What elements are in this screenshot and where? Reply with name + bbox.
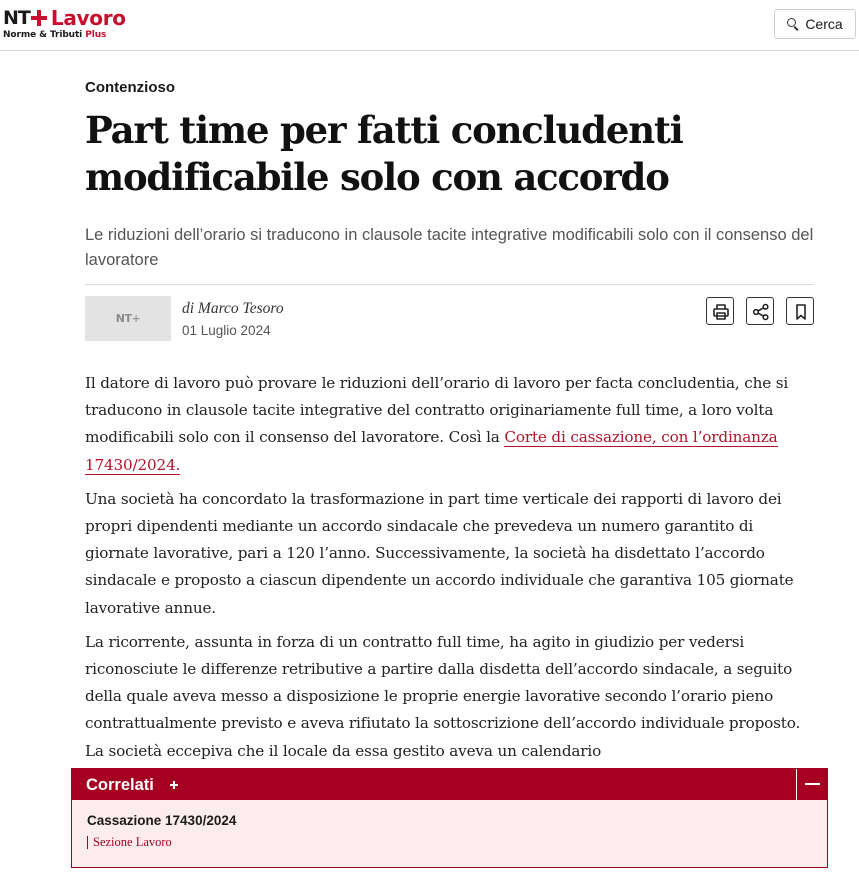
collapse-button[interactable] (796, 769, 827, 800)
paragraph-3: La ricorrente, assunta in forza di un contratto full time, ha agito in giudizio per vedersi riconosciute le differenze retributive a partire dalla disdetta dell’accordo sindacale, a seguito della quale aveva messo a disposizione le proprie energie lavorative secondo l’orario pieno contrattualmente previsto e aveva rifiutato la sottoscrizione dell’accordo individuale proposto. La società eccepiva che il locale da essa gestito aveva un calendario (85, 632, 801, 760)
logo-section: Lavoro (50, 6, 126, 30)
related-header (72, 769, 827, 800)
article-body (85, 370, 815, 772)
printer-icon (712, 303, 730, 321)
share-icon (752, 303, 770, 321)
search-icon (787, 18, 799, 30)
logo-subtitle (3, 30, 126, 40)
bookmark-button[interactable] (786, 297, 814, 325)
logo-subtitle-plus: Plus (85, 30, 107, 40)
avatar-logo-text: NT (115, 312, 132, 325)
bookmark-icon (792, 303, 810, 321)
related-box (71, 768, 828, 868)
print-button[interactable] (706, 297, 734, 325)
paragraph-2: Una società ha concordato la trasformazione in part time verticale dei rapporti di lavoro dei propri dipendenti mediante un accordo sindacale che prevedeva un numero garantito di giornate lavorative, pari a 120 l’anno. Successivamente, la società ha disdettato l’accordo sindacale e proposto a ciascun dipendente un accordo individuale che garantiva 105 giornate lavorative annue. (85, 489, 794, 617)
article-subtitle: Le riduzioni dell’orario si traducono in clausole tacite integrative modificabili solo con il consenso del lavoratore (85, 226, 814, 269)
article-author[interactable]: di Marco Tesoro (182, 300, 284, 317)
article-date: 01 Luglio 2024 (182, 323, 271, 338)
author-avatar (85, 296, 171, 341)
article-title: Part time per fatti concludenti modificabile solo con accordo (85, 108, 683, 199)
search-button[interactable] (774, 9, 856, 39)
logo-row (3, 7, 126, 29)
site-logo[interactable] (3, 7, 126, 40)
logo-plus-icon (31, 10, 47, 26)
related-title: Correlati (86, 776, 154, 794)
search-label: Cerca (805, 16, 843, 32)
logo-subtitle-text: Norme & Tributi (3, 30, 83, 40)
header-divider (85, 284, 814, 285)
share-button[interactable] (746, 297, 774, 325)
cassazione-link[interactable]: Corte di cassazione, con l’ordinanza 17430/2024. (85, 428, 778, 474)
avatar-plus-icon: + (131, 312, 141, 325)
related-item-title[interactable]: Cassazione 17430/2024 (87, 813, 237, 828)
top-bar (0, 0, 859, 51)
logo-nt: NT (3, 7, 30, 29)
avatar-logo (116, 312, 140, 325)
article-category[interactable]: Contenzioso (85, 79, 175, 96)
paragraph-1-text: Il datore di lavoro può provare le riduzioni dell’orario di lavoro per facta concludentia, che si traducono in clausole tacite integrative del contratto originariamente full time, a loro volta modificabili solo con il consenso del lavoratore. Così la (85, 374, 789, 447)
paragraph-1 (85, 370, 815, 479)
related-item-section[interactable]: Sezione Lavoro (87, 836, 172, 849)
plus-icon (170, 781, 178, 789)
